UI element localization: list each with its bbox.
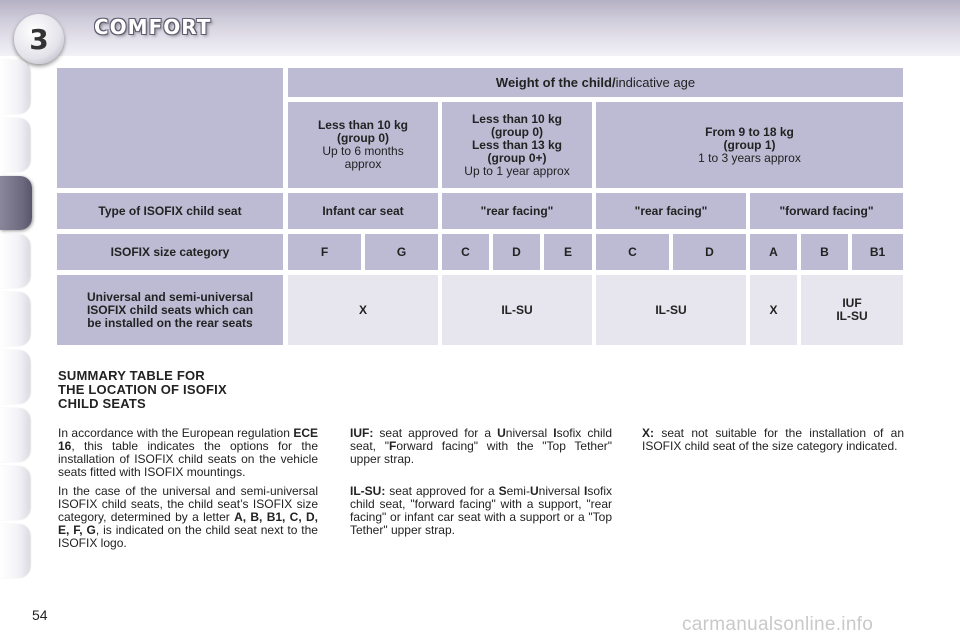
ilsu-text-d: sofix child seat, "forward facing" with a support, "rear facing" or infant car seat with a support or a "Top Tether" upper strap. [350,484,612,537]
weight-header [288,68,903,97]
size-cell-f: F [288,234,361,270]
chapter-tab-6[interactable] [0,350,30,404]
group-0plus-label-a: (group 0) [491,124,543,139]
size-cell-b: B [801,234,848,270]
page-number: 54 [32,607,48,623]
size-cell-c: C [442,234,489,270]
text-column-2 [350,427,612,543]
type-rear-facing-0plus: "rear facing" [442,193,592,229]
iuf-term: IUF: [350,426,374,440]
group-1-weight: From 9 to 18 kg [705,124,794,139]
watermark: carmanualsonline.info [682,614,874,635]
size-row-label: ISOFIX size category [57,234,283,270]
definition-x [642,427,904,453]
group-0plus-header [442,102,592,188]
universal-label-line-2: ISOFIX child seats which can [86,302,254,317]
ece16-text-a: In accordance with the European regulation [58,426,294,440]
size-category-text-a: In the case of the universal and semi-universal ISOFIX child seats, the child seat’s ISOFIX size category, determined by a letter [58,484,318,524]
group-1-age: 1 to 3 years approx [698,150,801,165]
chapter-tabs [0,60,34,575]
group-1-label: (group 1) [723,137,776,152]
chapter-tab-1[interactable] [0,60,30,114]
weight-header-bold: Weight of the child/ [495,75,616,90]
x-term: X: [642,426,654,440]
group-0plus-weight-b: Less than 13 kg [471,137,563,152]
universal-row-label [57,275,283,345]
paragraph-ece16 [58,427,318,479]
size-cell-d: D [493,234,540,270]
ilsu-letter-u: U [529,484,539,498]
summary-title [58,369,298,411]
summary-title-line-2: THE LOCATION OF ISOFIX [58,382,227,397]
group-1-header [596,102,903,188]
universal-label-line-3: be installed on the rear seats [87,315,253,330]
ilsu-text-b: emi- [506,484,530,498]
universal-cell-b-b1: IUF IL-SU [801,275,903,345]
universal-cell-rear-facing-1: IL-SU [596,275,746,345]
group-0-label: (group 0) [337,131,389,145]
chapter-tab-2[interactable] [0,118,30,172]
size-cell-d2: D [673,234,746,270]
ilsu-text-a: seat approved for a [385,484,499,498]
size-cell-b1: B1 [852,234,903,270]
chapter-tab-3-active[interactable] [0,176,32,230]
table-corner-cell [57,68,283,188]
ilsu-text-c: niversal [538,484,584,498]
definition-iuf [350,427,612,466]
type-rear-facing-1: "rear facing" [596,193,746,229]
group-0plus-weight-a: Less than 10 kg [471,111,563,126]
chapter-title: COMFORT [94,15,212,39]
definition-il-su [350,485,612,537]
chapter-number-badge: 3 [14,14,64,64]
chapter-tab-4[interactable] [0,234,30,288]
ece16-text-b: , this table indicates the options for the installation of ISOFIX child seats on the vehicle seats fitted with ISOFIX mountings. [58,439,318,479]
group-0-header [288,102,438,188]
size-category-letters: A, B, B1, C, D, E, F, G [58,510,318,537]
group-0-age: Up to 6 months [322,144,404,158]
type-row-label: Type of ISOFIX child seat [57,193,283,229]
text-column-3 [642,427,904,459]
type-forward-facing: "forward facing" [750,193,903,229]
group-0plus-age: Up to 1 year approx [464,163,570,178]
ilsu-letter-s: S [498,484,507,498]
iuf-text-c: sofix child seat, " [350,426,613,453]
x-text: seat not suitable for the installation of an ISOFIX child seat of the size category indicated. [642,426,904,453]
chapter-tab-5[interactable] [0,292,30,346]
universal-label-line-1: Universal and semi-universal [86,289,254,304]
iuf-letter-f: F [389,439,397,453]
summary-title-line-3: CHILD SEATS [58,396,146,411]
summary-title-line-1: SUMMARY TABLE FOR [58,368,205,383]
iuf-letter-u: U [497,426,506,440]
size-cell-g: G [365,234,438,270]
chapter-tab-9[interactable] [0,524,30,578]
size-cell-e: E [544,234,592,270]
group-0-age-approx: approx [344,157,382,171]
paragraph-size-category [58,485,318,550]
group-0-weight: Less than 10 kg [317,118,409,132]
chapter-tab-7[interactable] [0,408,30,462]
text-column-1 [58,427,318,556]
ece16-regulation: ECE 16 [58,426,318,453]
iuf-letter-i: I [553,426,557,440]
group-0plus-label-b: (group 0+) [487,150,547,165]
iuf-text-a: seat approved for a [373,426,498,440]
size-cell-a: A [750,234,797,270]
type-infant-car-seat: Infant car seat [288,193,438,229]
chapter-tab-8[interactable] [0,466,30,520]
ilsu-letter-i: I [583,484,588,498]
universal-cell-group-0: X [288,275,438,345]
universal-cell-a: X [750,275,797,345]
universal-cell-group-0plus: IL-SU [442,275,592,345]
ilsu-term: IL-SU: [350,484,386,498]
size-cell-c2: C [596,234,669,270]
weight-header-normal: indicative age [615,75,696,90]
iuf-text-d: orward facing" with the "Top Tether" upper strap. [350,439,613,466]
size-category-text-b: , is indicated on the child seat next to the ISOFIX logo. [58,523,318,550]
iuf-text-b: niversal [505,426,554,440]
